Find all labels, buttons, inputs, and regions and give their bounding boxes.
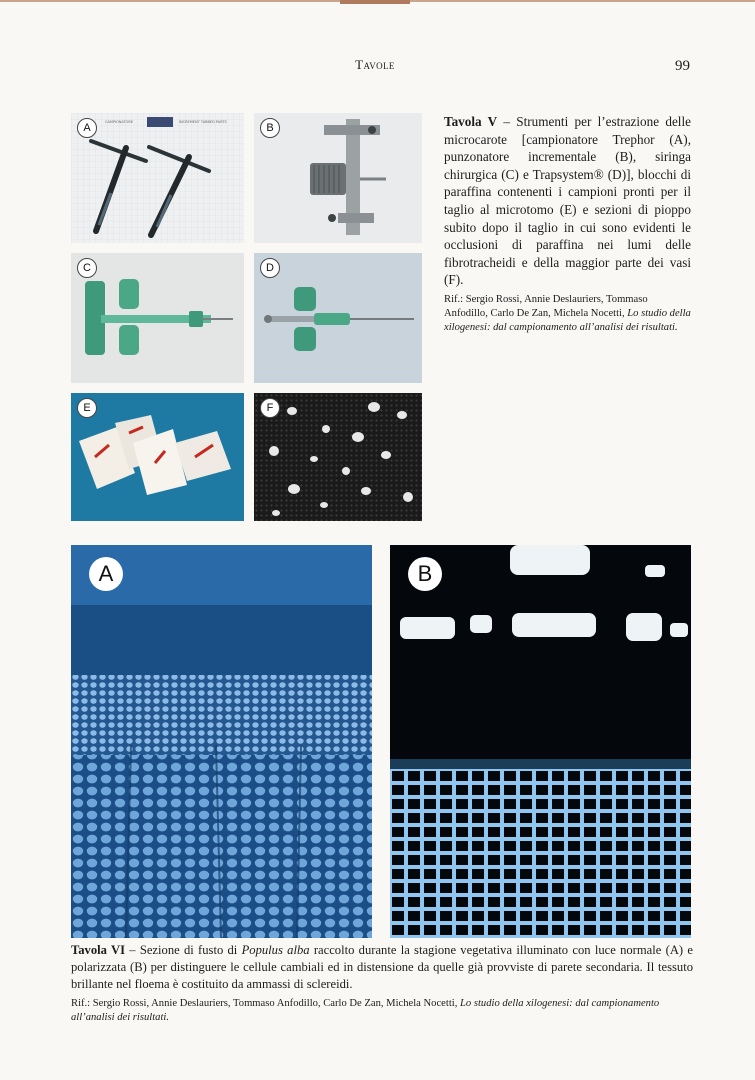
poplar-section-photo xyxy=(254,393,422,521)
photo-panel-d xyxy=(254,253,422,383)
photo-panel-c xyxy=(71,253,244,383)
photo-a-left-text: CAMPIONATORE xyxy=(105,120,134,124)
photo-panel-b xyxy=(254,113,422,243)
plate-vi-caption-species: Populus alba xyxy=(241,943,310,957)
panel-label-b: B xyxy=(260,118,280,138)
micrograph-label-a: A xyxy=(89,557,123,591)
page-number: 99 xyxy=(675,58,690,74)
trephor-sampler-photo xyxy=(71,113,244,243)
micrograph-panel-a xyxy=(71,545,372,938)
polarized-light-micrograph xyxy=(390,545,691,938)
photo-panel-f xyxy=(254,393,422,521)
plate-v-caption-body: – Strumenti per l’estrazione delle microcarote [campionatore Trephor (A), punzonatore incrementale (B), siringa chirurgica (C) e Trapsystem® (D)], blocchi di paraffina contenenti i campioni pronti per il taglio al microtomo (E) e sezioni di pioppo subito dopo il taglio in cui sono evidenti le occlusioni di paraffina nei lumi delle fibrotracheidi e della maggior parte dei vasi (F). xyxy=(444,114,691,288)
plate-vi-caption-part2: raccolto durante la stagione vegetativa illuminato con luce normale (A) e polarizzata (B) per distinguere le cellule cambiali ed in distensione da quelle già provviste di parete secondaria. Il tessuto brillante nel floema è costituito da ammassi di sclereidi. xyxy=(71,943,693,991)
photo-a-right-text: INCREMENT TABBED PARTS xyxy=(179,120,227,124)
plate-vi-caption-part1: – Sezione di fusto di xyxy=(124,943,242,957)
paraffin-blocks-photo xyxy=(71,393,244,521)
micrograph-label-b: B xyxy=(408,557,442,591)
plate-v-caption-lead: Tavola V xyxy=(444,114,498,129)
normal-light-micrograph xyxy=(71,545,372,938)
plate-v-ref-title: Lo studio della xilogenesi: dal campionamento all’analisi dei risultati. xyxy=(444,307,691,333)
plate-vi-ref-title: Lo studio della xilogenesi: dal campionamento all’analisi dei risultati. xyxy=(71,998,660,1023)
panel-label-a: A xyxy=(77,118,97,138)
top-mark xyxy=(340,0,410,4)
photo-panel-e xyxy=(71,393,244,521)
plate-vi-caption xyxy=(71,942,693,1025)
plate-vi-ref-authors: Rif.: Sergio Rossi, Annie Deslauriers, Tommaso Anfodillo, Carlo De Zan, Michela Nocetti, xyxy=(71,998,461,1009)
plate-v-caption xyxy=(444,113,691,335)
trapsystem-photo xyxy=(254,253,422,383)
panel-label-f: F xyxy=(260,398,280,418)
plate-v-ref-authors: Rif.: Sergio Rossi, Annie Deslauriers, Tommaso Anfodillo, Carlo De Zan, Michela Nocetti, xyxy=(444,293,648,319)
surgical-syringe-photo xyxy=(71,253,244,383)
incremental-punch-photo xyxy=(254,113,422,243)
photo-panel-a xyxy=(71,113,244,243)
panel-label-d: D xyxy=(260,258,280,278)
plate-v-reference xyxy=(444,293,691,335)
micrograph-panel-b xyxy=(390,545,691,938)
running-head: Tavole xyxy=(355,57,395,72)
panel-label-e: E xyxy=(77,398,97,418)
plate-vi-caption-lead: Tavola VI xyxy=(71,943,125,957)
panel-label-c: C xyxy=(77,258,97,278)
plate-vi-reference xyxy=(71,997,693,1025)
